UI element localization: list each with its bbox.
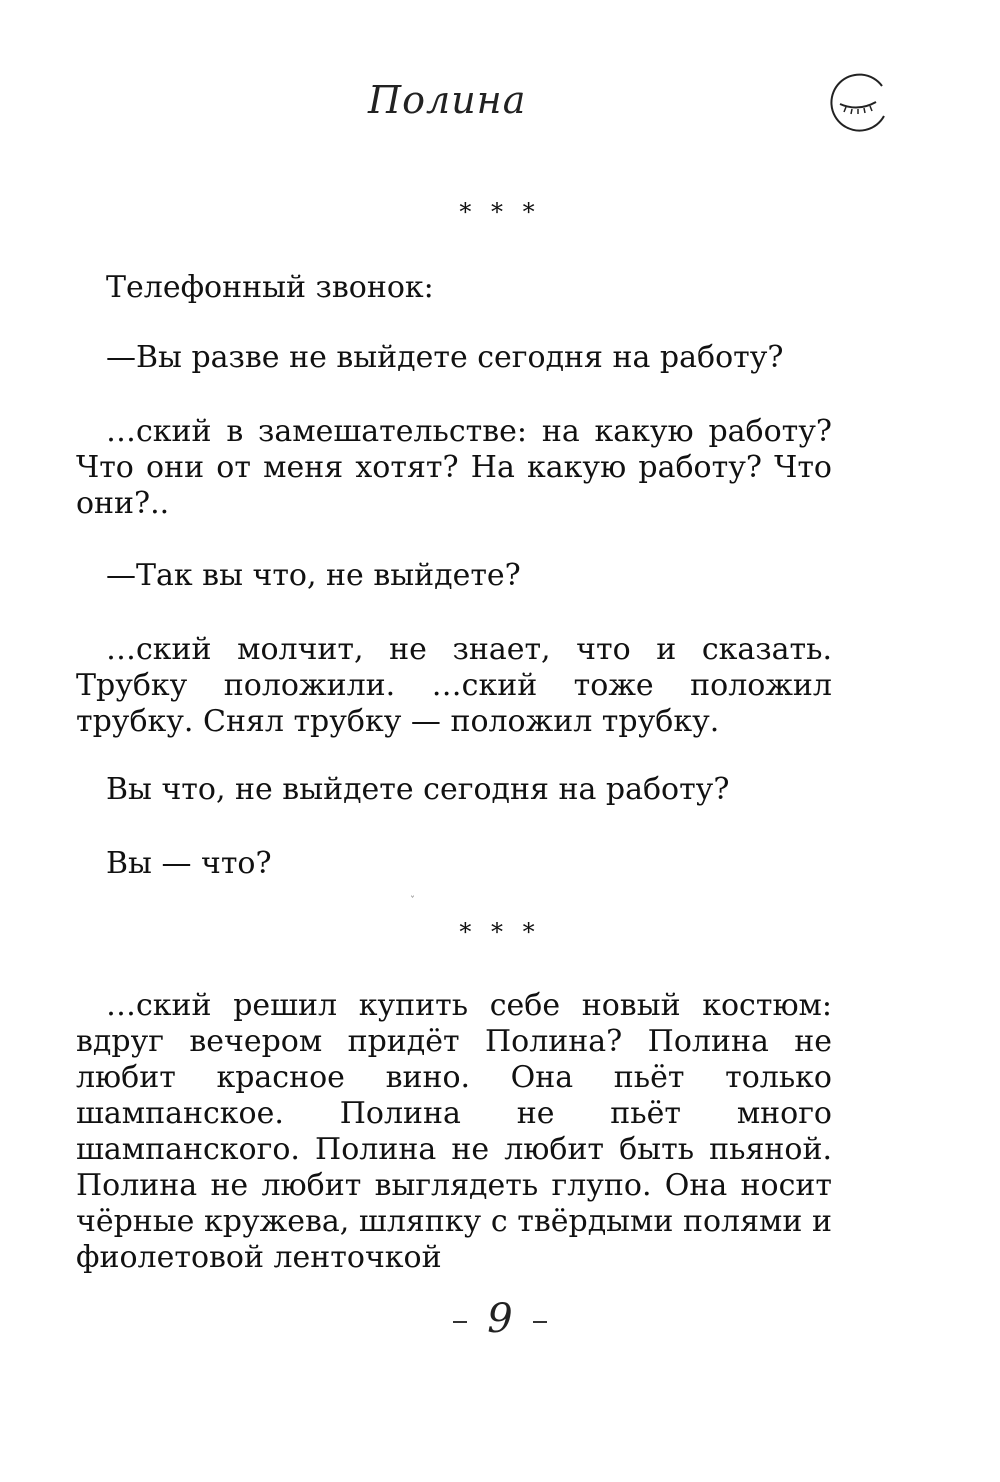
section-separator: * * * [459, 198, 541, 226]
page-number [0, 1296, 1000, 1342]
paragraph: —Так вы что, не выйдете? [106, 558, 521, 593]
paragraph: …ский молчит, не знает, что и сказать. Трубку положили. …ский тоже положил трубку. Снял трубку — положил трубку. [76, 632, 832, 739]
dash-left [453, 1321, 467, 1323]
paragraph: Вы — что? [106, 846, 272, 881]
scan-speck: ˇ [410, 896, 415, 907]
running-header-title: Полина [368, 78, 527, 122]
paragraph: …ский решил купить себе новый костюм: вдруг вечером придёт Полина? Полина не любит красное вино. Она пьёт только шампанское. Полина не пьёт много шампанского. Полина не любит быть пьяной. Полина не любит выглядеть глупо. Она носит чёрные кружева, шляпку с твёрдыми полями и фиолетовой ленточкой [76, 988, 832, 1275]
page-number-value: 9 [487, 1296, 513, 1342]
dash-right [533, 1321, 547, 1323]
paragraph: Вы что, не выйдете сегодня на работу? [106, 772, 730, 807]
closed-eye-icon [826, 72, 890, 136]
paragraph: Телефонный звонок: [106, 270, 434, 305]
paragraph: —Вы разве не выйдете сегодня на работу? [106, 340, 784, 375]
paragraph: …ский в замешательстве: на какую работу? Что они от меня хотят? На какую работу? Что они?.. [76, 414, 832, 521]
section-separator: * * * [459, 918, 541, 946]
